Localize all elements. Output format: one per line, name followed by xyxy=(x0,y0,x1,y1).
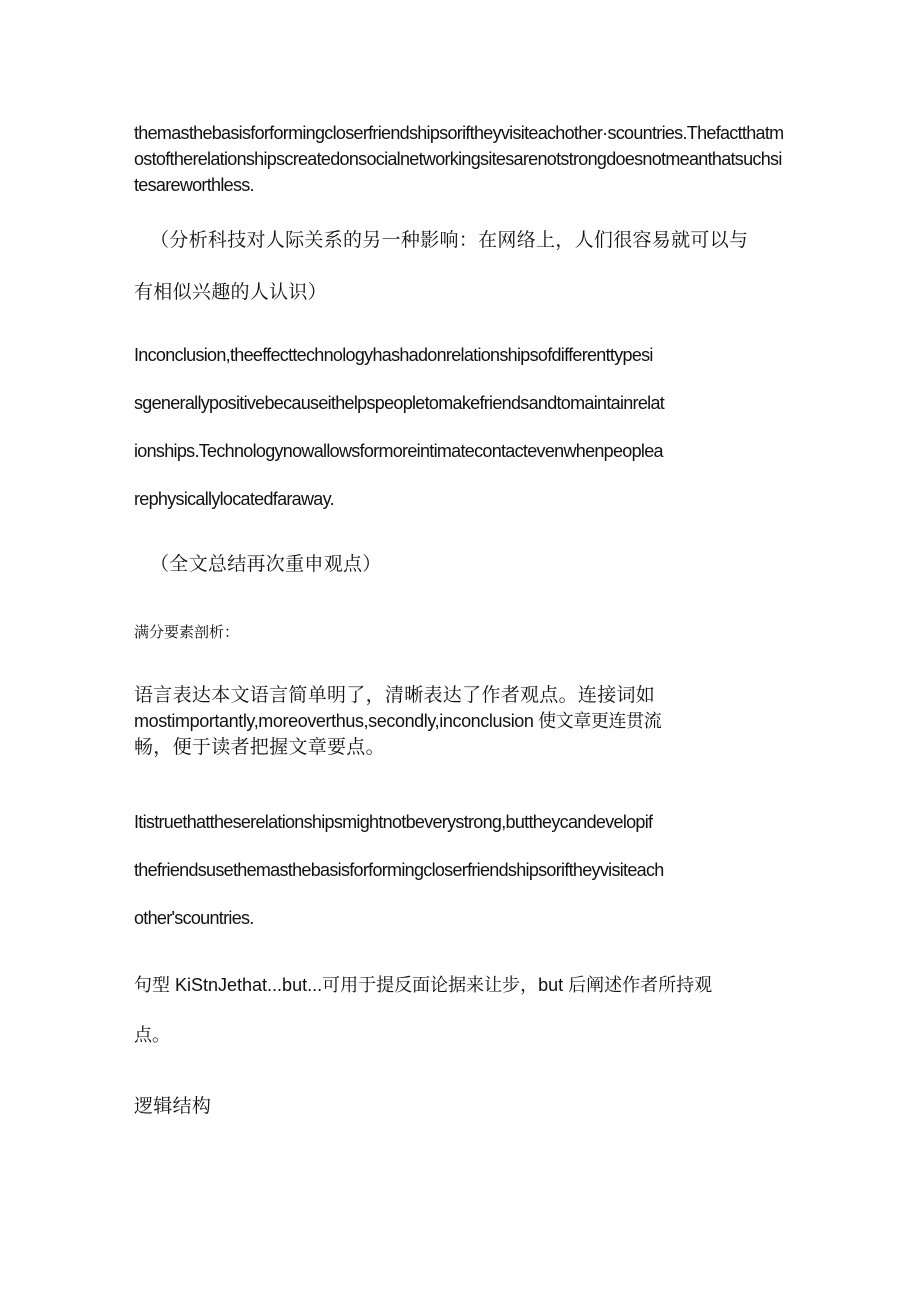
body-paragraph-friendships: themasthebasisforformingcloserfriendshipsoriftheyvisiteachother·scountries.Thefactthatmostoftherelationshipscreatedonsocialnetworkingsitesarenotstrongdoesnotmeanthatsuchsitesareworthless. xyxy=(134,123,784,195)
note-line: 有相似兴趣的人认识） xyxy=(134,281,328,303)
language-line: 语言表达本文语言简单明了，清晰表达了作者观点。连接词如 xyxy=(134,684,656,706)
language-line: mostimportantly,moreoverthus,secondly,inconclusion 使文章更连贯流 xyxy=(134,711,662,731)
sentence-pattern-paragraph xyxy=(134,960,784,1060)
conclusion-line: sgenerallypositivebecauseithelpspeopletomakefriendsandtomaintainrelat xyxy=(134,393,665,413)
example-line: other'scountries. xyxy=(134,908,254,928)
example-line: Itistruethattheserelationshipsmightnotbeverystrong,buttheycandevelopif xyxy=(134,812,653,832)
example-line: thefriendsusethemasthebasisforformingcloserfriendshipsoriftheyvisiteach xyxy=(134,860,664,880)
conclusion-line: rephysicallylocatedfaraway. xyxy=(134,489,334,509)
pattern-line: 点。 xyxy=(134,1025,170,1045)
conclusion-line: ionships.Technologynowallowsformoreintimatecontactevenwhenpeoplea xyxy=(134,441,663,461)
language-analysis-paragraph xyxy=(134,682,784,760)
chinese-note-summary: （全文总结再次重申观点） xyxy=(150,553,382,575)
logic-structure-heading: 逻辑结构 xyxy=(134,1095,212,1117)
language-line: 畅，便于读者把握文章要点。 xyxy=(134,736,385,758)
analysis-heading: 满分要素剖析： xyxy=(134,623,240,641)
example-sentence-paragraph xyxy=(134,798,784,942)
conclusion-paragraph xyxy=(134,331,784,523)
chinese-note-tech-influence xyxy=(134,214,784,318)
pattern-line: 句型 KiStnJethat...but...可用于提反面论据来让步，but 后阐述作者所持观 xyxy=(134,975,713,995)
note-line: （分析科技对人际关系的另一种影响：在网络上，人们很容易就可以与 xyxy=(150,229,749,251)
conclusion-line: Inconclusion,theeffecttechnologyhashadonrelationshipsofdifferenttypesi xyxy=(134,345,653,365)
